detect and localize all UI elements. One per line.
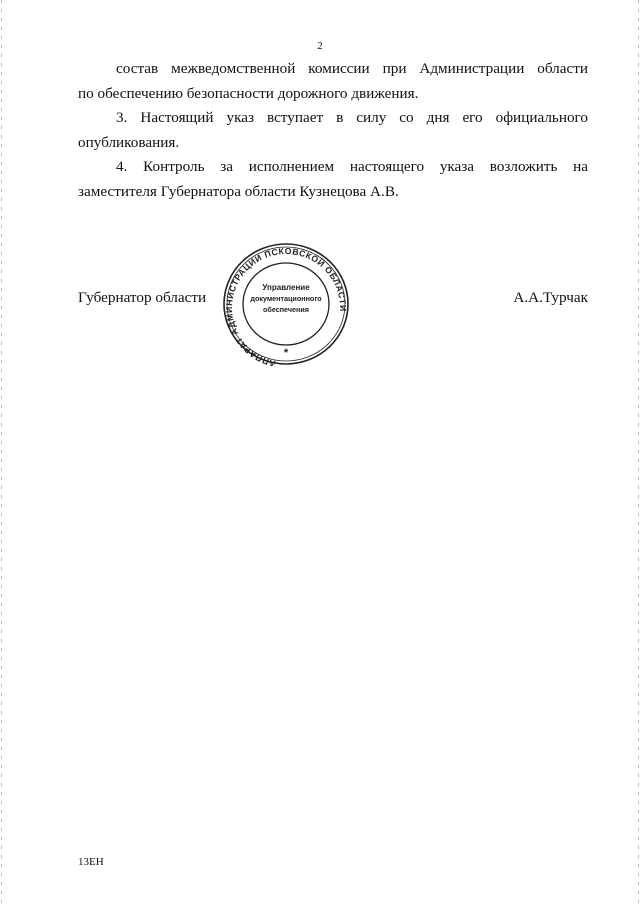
footer-code: 13ЕН (78, 856, 104, 868)
seal-star-icon: * (283, 347, 289, 359)
seal-inner-line: документационного (250, 294, 322, 303)
paragraph-commission (78, 57, 588, 106)
scan-edge-left (1, 0, 2, 905)
paragraph-line: 4. Контроль за исполнением настоящего указа возложить на (116, 158, 588, 175)
paragraph-line: состав межведомственной комиссии при Администрации области (116, 60, 588, 77)
page-number: 2 (317, 40, 323, 52)
paragraph-item-4 (78, 155, 588, 204)
paragraph-item-3 (78, 106, 588, 155)
paragraph-line: по обеспечению безопасности дорожного движения. (78, 84, 419, 102)
seal-inner-line: обеспечения (262, 305, 310, 314)
seal-inner-line: Управление (262, 283, 310, 292)
seal-outer-text: АППАРАТ АДМИНИСТРАЦИИ ПСКОВСКОЙ ОБЛАСТИ (223, 245, 349, 368)
signature-name: А.А.Турчак (513, 289, 588, 306)
official-seal-stamp (218, 240, 354, 368)
paragraph-line: 3. Настоящий указ вступает в силу со дня его официального (116, 109, 588, 126)
paragraph-line: опубликования. (78, 133, 180, 151)
signature-title: Губернатор области (78, 289, 207, 306)
scan-edge-right (638, 0, 639, 905)
paragraph-line: заместителя Губернатора области Кузнецова А.В. (78, 182, 399, 200)
